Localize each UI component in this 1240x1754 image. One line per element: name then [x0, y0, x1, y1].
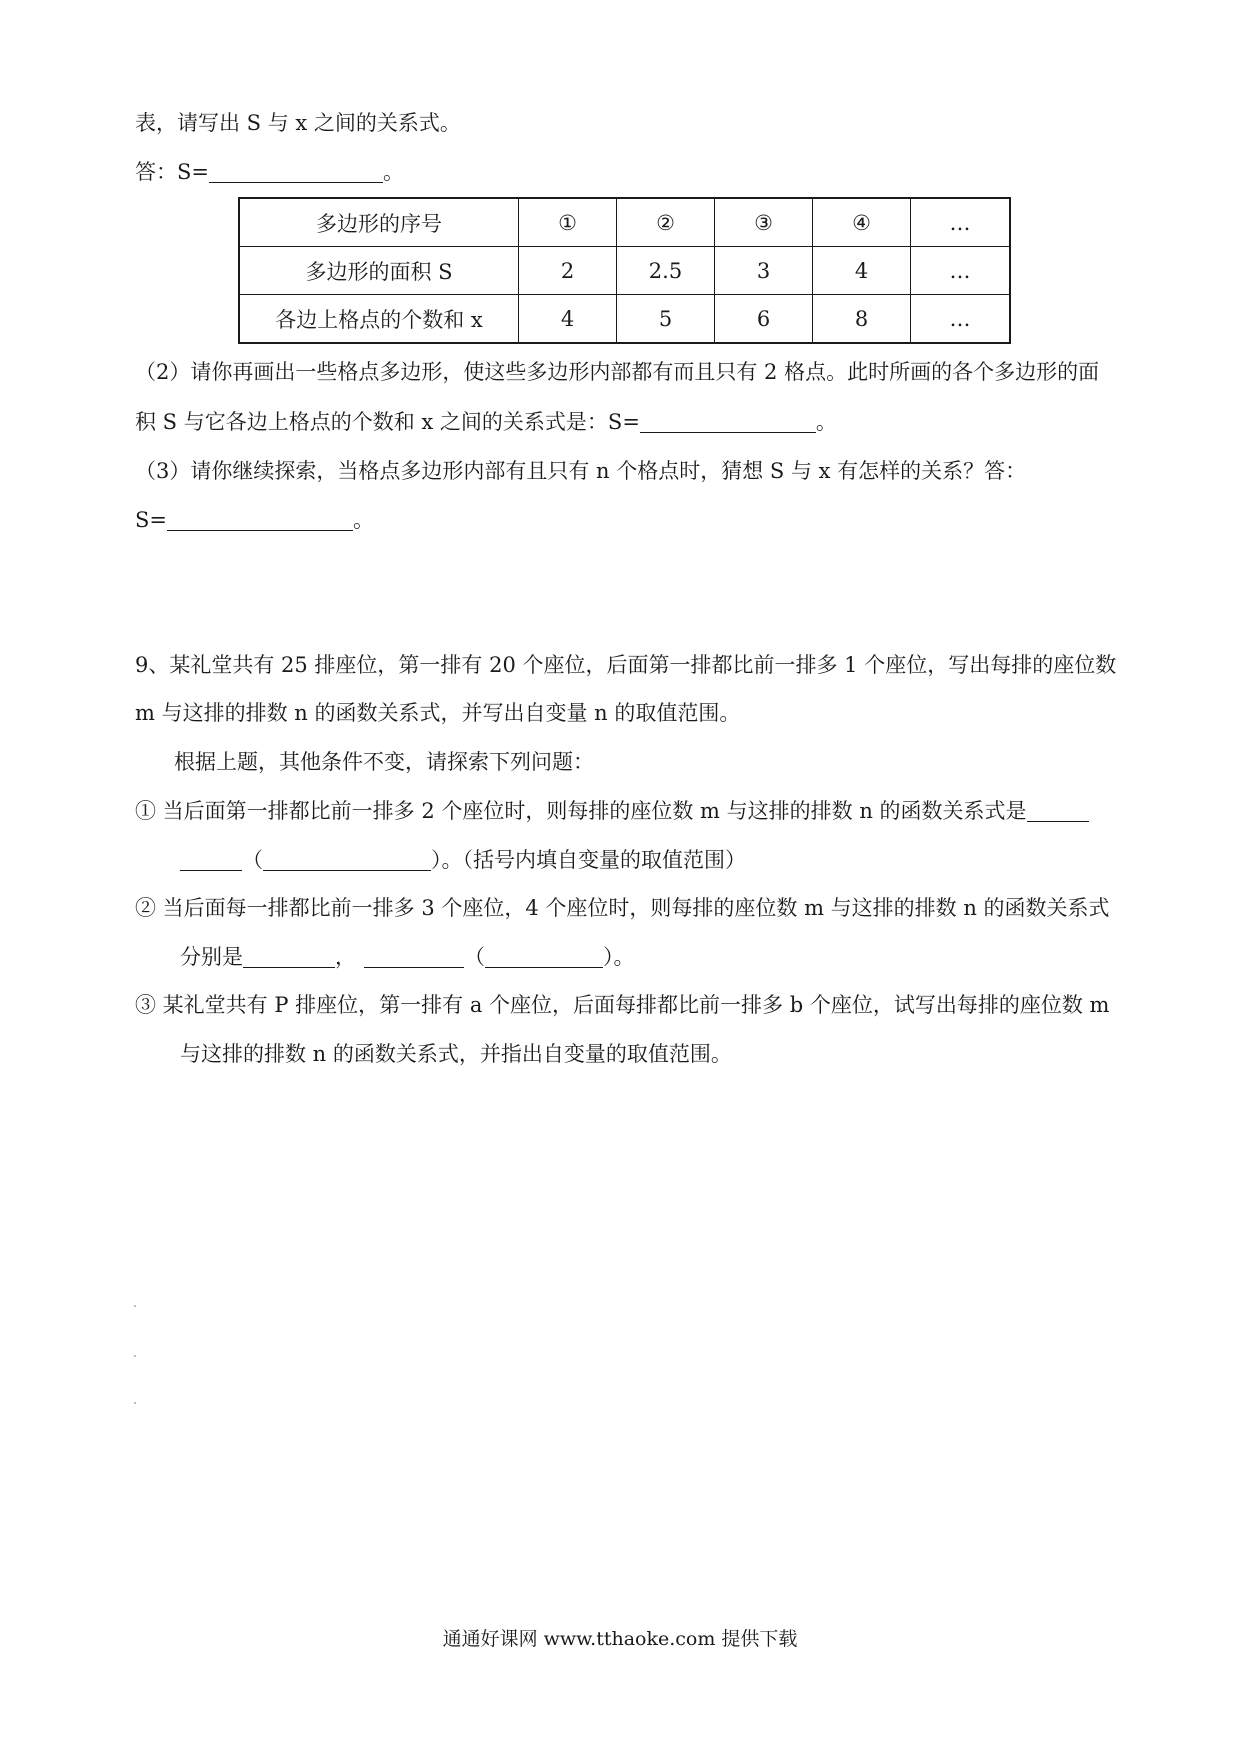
q9-line2: [135, 698, 740, 728]
q8-part3-period: 。: [352, 508, 374, 532]
q9-item1-text: ① 当后面第一排都比前一排多 2 个座位时，则每排的座位数 m 与这排的排数 n 的函数关系式是: [135, 799, 1027, 823]
q8-intro-text: 表，请写出 S 与 x 之间的关系式。: [135, 111, 461, 135]
table-cell: 2.5: [617, 247, 715, 295]
q9-item3-line2: [180, 1039, 732, 1069]
table-cell: ④: [813, 198, 911, 247]
table-row: [239, 295, 1010, 344]
table-row-header: 各边上格点的个数和 x: [239, 295, 519, 344]
q8-part3-text: （3）请你继续探索，当格点多边形内部有且只有 n 个格点时，猜想 S 与 x 有怎样的关系？答：: [135, 459, 1027, 483]
q9-item1-range-blank[interactable]: [263, 848, 431, 871]
table-row-header: 多边形的面积 S: [239, 247, 519, 295]
q9-text-2: m 与这排的排数 n 的函数关系式，并写出自变量 n 的取值范围。: [135, 701, 741, 725]
table-cell: …: [911, 247, 1011, 295]
q9-item2-comma: ，: [335, 945, 356, 969]
q9-item1-open-paren: （: [242, 848, 263, 872]
scan-speck: [134, 1402, 136, 1404]
q9-line1: [135, 650, 1116, 680]
q8-part3-blank[interactable]: [167, 508, 353, 531]
footer-credit: 通通好课网 www.tthaoke.com 提供下载: [442, 1628, 798, 1650]
q9-item2-line1: [135, 893, 1110, 923]
q8-answer-blank[interactable]: [209, 160, 383, 183]
q8-part2-line2: [135, 407, 837, 437]
q9-item1-blank-a[interactable]: [1027, 799, 1089, 822]
q8-answer-line: [135, 157, 404, 187]
q8-part2-blank[interactable]: [640, 410, 816, 433]
q9-item3-line1: [135, 990, 1109, 1020]
q8-part3-prefix: S=: [135, 508, 167, 532]
table-cell: 4: [813, 247, 911, 295]
q9-line3: [174, 747, 594, 777]
q9-text-3: 根据上题，其他条件不变，请探索下列问题：: [174, 750, 594, 774]
q9-item2-line2: [180, 942, 635, 972]
q9-item2-prefix: 分别是: [180, 945, 243, 969]
q9-item2-blank-b[interactable]: [364, 945, 464, 968]
q9-item1-blank-b[interactable]: [180, 848, 242, 871]
table-row-header: 多边形的序号: [239, 198, 519, 247]
q9-item2-close-text: ）。: [603, 945, 635, 969]
table-cell: 5: [617, 295, 715, 344]
table-cell: 4: [519, 295, 617, 344]
q9-item1-line2: [180, 845, 746, 875]
table-row: [239, 247, 1010, 295]
table-cell: ②: [617, 198, 715, 247]
table-cell: 6: [715, 295, 813, 344]
table-cell: 8: [813, 295, 911, 344]
polygon-data-table: [238, 197, 1011, 344]
table-cell: ③: [715, 198, 813, 247]
q8-part3-line1: [135, 456, 1026, 486]
q9-item3-text-1: ③ 某礼堂共有 P 排座位，第一排有 a 个座位，后面每排都比前一排多 b 个座位，试写出每排的座位数 m: [135, 993, 1110, 1017]
q9-item1-line1: [135, 796, 1089, 826]
q9-item2-text: ② 当后面每一排都比前一排多 3 个座位，4 个座位时，则每排的座位数 m 与这排的排数 n 的函数关系式: [135, 896, 1110, 920]
q8-answer-period: 。: [382, 160, 404, 184]
q9-item1-close-text: ）。（括号内填自变量的取值范围）: [431, 848, 746, 872]
q9-item2-range-blank[interactable]: [485, 945, 603, 968]
q8-part2-period: 。: [815, 410, 837, 434]
q9-item3-text-2: 与这排的排数 n 的函数关系式，并指出自变量的取值范围。: [180, 1042, 732, 1066]
q8-part2-line1: [135, 357, 1099, 387]
table-cell: …: [911, 198, 1011, 247]
q9-text-1: 9、某礼堂共有 25 排座位，第一排有 20 个座位，后面第一排都比前一排多 1 个座位，写出每排的座位数: [135, 653, 1117, 677]
q8-part2-text: （2）请你再画出一些格点多边形，使这些多边形内部都有而且只有 2 格点。此时所画的各个多边形的面: [135, 360, 1100, 384]
table-cell: 2: [519, 247, 617, 295]
table-cell: …: [911, 295, 1011, 344]
q8-answer-prefix: 答：S=: [135, 160, 209, 184]
q8-part2-prefix: 积 S 与它各边上格点的个数和 x 之间的关系式是：S=: [135, 410, 640, 434]
table-cell: ①: [519, 198, 617, 247]
table-row: [239, 198, 1010, 247]
table-cell: 3: [715, 247, 813, 295]
q8-intro-line: [135, 108, 461, 138]
q8-part3-line2: [135, 505, 374, 535]
scan-speck: [134, 1355, 136, 1357]
scan-speck: [134, 1305, 136, 1307]
q9-item2-open-paren: （: [464, 945, 485, 969]
q9-item2-blank-a[interactable]: [243, 945, 335, 968]
